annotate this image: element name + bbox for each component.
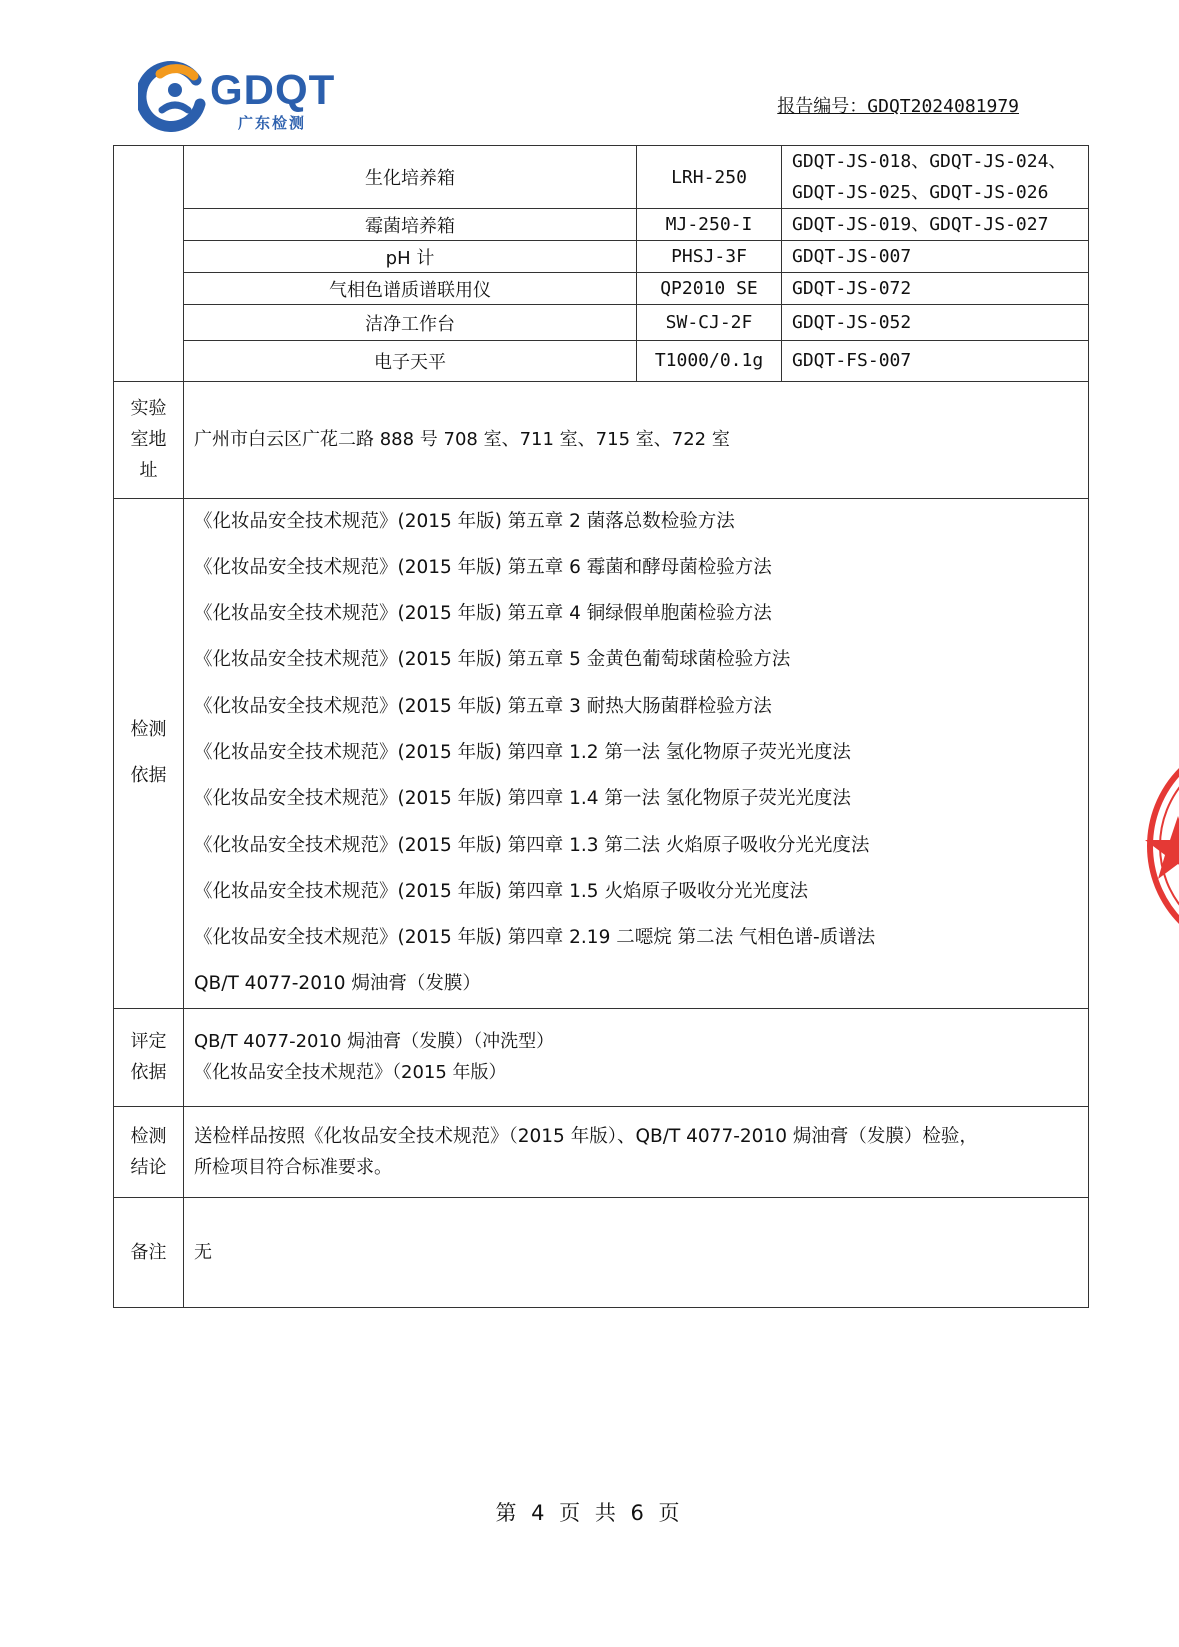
test-basis-item: 《化妆品安全技术规范》(2015 年版) 第五章 5 金黄色葡萄球菌检验方法 (194, 649, 791, 671)
logo-subtext: 广东检测 (238, 114, 307, 132)
conclusion-text: 送检样品按照《化妆品安全技术规范》（2015 年版）、QB/T 4077-2010 焗油膏（发膜）检验， 所检项目符合标准要求。 (184, 1106, 1089, 1197)
evaluation-basis-item: 《化妆品安全技术规范》（2015 年版） (194, 1062, 507, 1084)
equipment-model: LRH-250 (637, 146, 782, 209)
evaluation-basis-row (114, 1008, 1089, 1106)
equipment-item (184, 305, 1088, 341)
equipment-row (114, 146, 1089, 382)
equipment-model: PHSJ-3F (637, 241, 782, 273)
equipment-item (184, 341, 1088, 381)
equipment-name: 洁净工作台 (184, 305, 637, 341)
test-basis-item: 《化妆品安全技术规范》(2015 年版) 第四章 1.5 火焰原子吸收分光光度法 (194, 880, 808, 902)
equipment-ids: GDQT-JS-052 (782, 305, 1089, 341)
test-basis-item: 《化妆品安全技术规范》(2015 年版) 第四章 2.19 二噁烷 第二法 气相色谱-质谱法 (194, 927, 876, 949)
lab-address-value: 广州市白云区广花二路 888 号 708 室、711 室、715 室、722 室 (184, 381, 1089, 498)
test-basis-item: QB/T 4077-2010 焗油膏（发膜） (194, 973, 481, 995)
equipment-ids: GDQT-JS-072 (782, 273, 1089, 305)
company-logo (138, 60, 338, 136)
equipment-item (184, 273, 1088, 305)
report-table (113, 145, 1089, 1308)
remarks-label: 备注 (114, 1197, 184, 1307)
evaluation-basis-label: 评定 依据 (114, 1008, 184, 1106)
test-basis-item: 《化妆品安全技术规范》(2015 年版) 第五章 2 菌落总数检验方法 (194, 510, 735, 532)
report-number: 报告编号：GDQT2024081979 (777, 96, 1019, 117)
equipment-ids: GDQT-FS-007 (782, 341, 1089, 381)
equipment-model: T1000/0.1g (637, 341, 782, 381)
equipment-item (184, 146, 1088, 209)
equipment-name: 霉菌培养箱 (184, 209, 637, 241)
equipment-table (184, 146, 1088, 381)
test-basis-item: 《化妆品安全技术规范》(2015 年版) 第五章 6 霉菌和酵母菌检验方法 (194, 556, 772, 578)
logo-text: GDQT (210, 66, 336, 113)
equipment-model: QP2010 SE (637, 273, 782, 305)
official-seal-stamp (1140, 733, 1179, 959)
test-basis-label: 检测 依据 (114, 498, 184, 1008)
equipment-ids: GDQT-JS-019、GDQT-JS-027 (782, 209, 1089, 241)
remarks-value: 无 (184, 1197, 1089, 1307)
equipment-model: MJ-250-I (637, 209, 782, 241)
test-basis-item: 《化妆品安全技术规范》(2015 年版) 第五章 4 铜绿假单胞菌检验方法 (194, 603, 772, 625)
equipment-ids: GDQT-JS-007 (782, 241, 1089, 273)
equipment-item (184, 209, 1088, 241)
remarks-row (114, 1197, 1089, 1307)
test-basis-item: 《化妆品安全技术规范》(2015 年版) 第四章 1.2 第一法 氢化物原子荧光光度法 (194, 741, 851, 763)
test-basis-row (114, 498, 1089, 1008)
equipment-name: 气相色谱质谱联用仪 (184, 273, 637, 305)
test-basis-item: 《化妆品安全技术规范》(2015 年版) 第四章 1.3 第二法 火焰原子吸收分光光度法 (194, 834, 870, 856)
evaluation-basis-item: QB/T 4077-2010 焗油膏（发膜）（冲洗型） (194, 1031, 555, 1053)
equipment-model: SW-CJ-2F (637, 305, 782, 341)
equipment-name: 生化培养箱 (184, 146, 637, 209)
page-number: 第 4 页 共 6 页 (495, 1501, 684, 1525)
lab-address-label: 实验 室地 址 (114, 381, 184, 498)
equipment-name: pH 计 (184, 241, 637, 273)
equipment-label-cell (114, 146, 184, 382)
lab-address-row (114, 381, 1089, 498)
equipment-name: 电子天平 (184, 341, 637, 381)
equipment-item (184, 241, 1088, 273)
conclusion-label: 检测 结论 (114, 1106, 184, 1197)
evaluation-basis-list (184, 1008, 1089, 1106)
conclusion-row (114, 1106, 1089, 1197)
equipment-ids: GDQT-JS-018、GDQT-JS-024、 GDQT-JS-025、GDQT-JS-026 (782, 146, 1089, 209)
test-basis-item: 《化妆品安全技术规范》(2015 年版) 第五章 3 耐热大肠菌群检验方法 (194, 695, 772, 717)
logo-emblem-icon (138, 60, 210, 132)
test-basis-list (184, 498, 1089, 1008)
test-basis-item: 《化妆品安全技术规范》(2015 年版) 第四章 1.4 第一法 氢化物原子荧光光度法 (194, 788, 851, 810)
